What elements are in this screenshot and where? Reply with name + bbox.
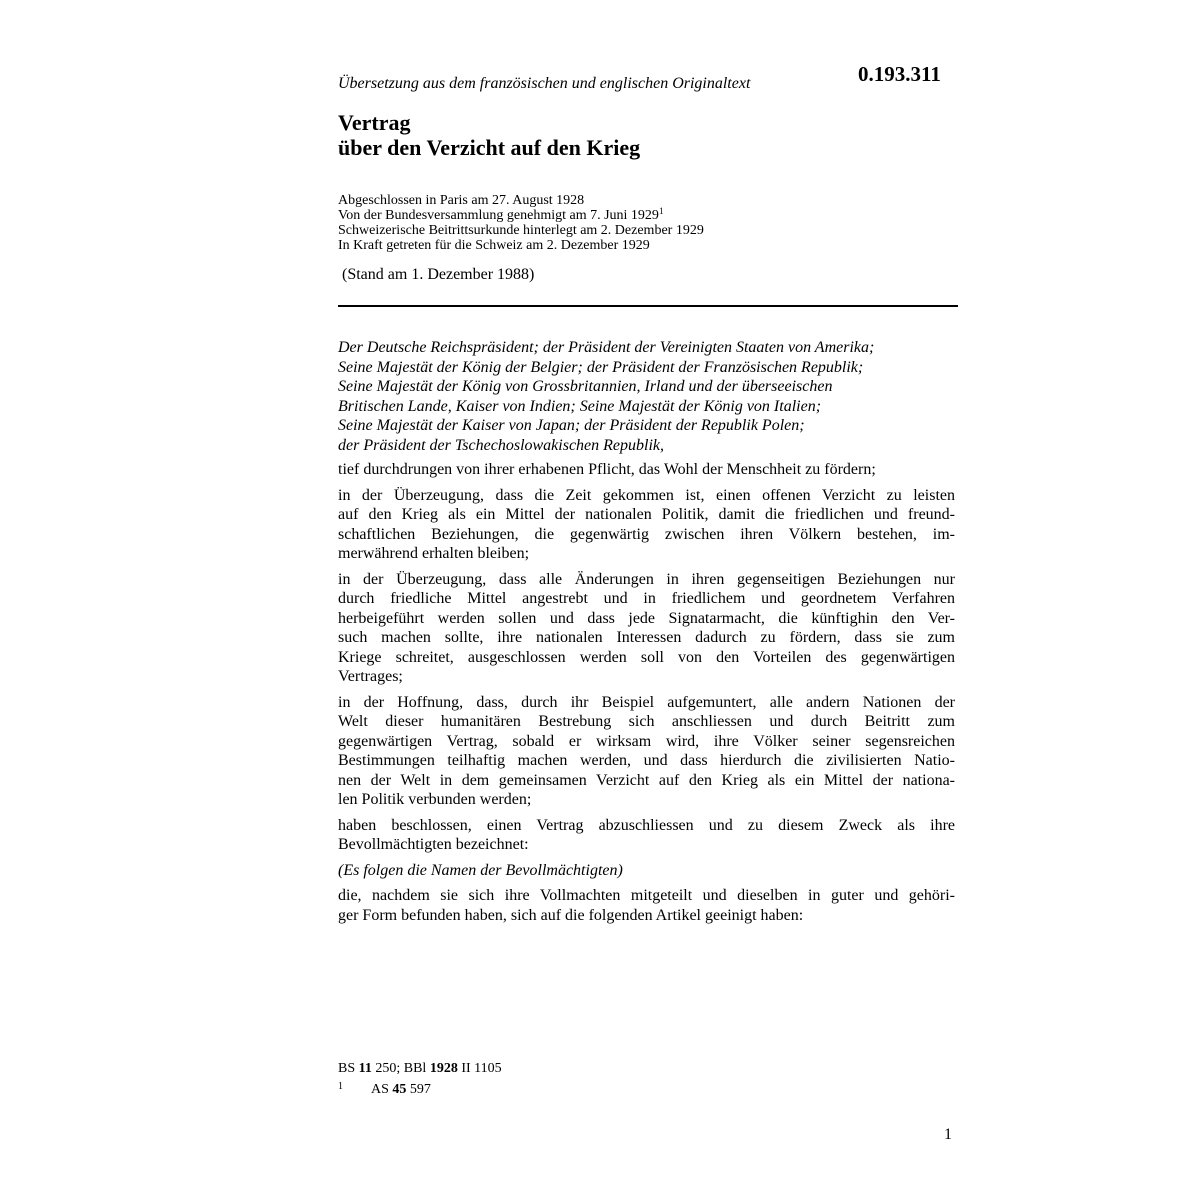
party-line: der Präsident der Tschechoslowakischen Republik, (338, 436, 665, 454)
preamble-paragraph-4 (338, 693, 955, 810)
sr-number: 0.193.311 (858, 62, 941, 86)
plenipotentiaries-note: (Es folgen die Namen der Bevollmächtigten) (338, 861, 623, 879)
party-line: Der Deutsche Reichspräsident; der Präsident der Vereinigten Staaten von Amerika; (338, 339, 875, 356)
paragraph-line: Kriege schreitet, ausgeschlossen werden soll von den Vorteilen des gegenwärtigen (338, 648, 955, 666)
translation-note: Übersetzung aus dem französischen und englischen Originaltext (338, 75, 751, 92)
paragraph-line: nen der Welt in dem gemeinsamen Verzicht auf den Krieg als ein Mittel der nationa- (338, 771, 955, 789)
paragraph-line: ger Form befunden haben, sich auf die folgenden Artikel geeinigt haben: (338, 906, 804, 924)
title-line-1: Vertrag (338, 110, 411, 135)
page-number: 1 (944, 1126, 952, 1143)
paragraph-line: len Politik verbunden werden; (338, 791, 532, 808)
paragraph-line: in der Überzeugung, dass alle Änderungen in ihren gegenseitigen Beziehungen nur (338, 570, 955, 588)
paragraph-line: tief durchdrungen von ihrer erhabenen Pflicht, das Wohl der Menschheit zu fördern; (338, 461, 876, 478)
preamble-paragraph-2 (338, 486, 955, 564)
party-line: Seine Majestät der König der Belgier; der Präsident der Französischen Republik; (338, 358, 864, 376)
party-line: Seine Majestät der König von Grossbritannien, Irland und der überseeischen (338, 378, 833, 395)
paragraph-line: durch friedliche Mittel angestrebt und in friedlichem und geordnetem Verfahren (338, 590, 955, 607)
paragraph-line: haben beschlossen, einen Vertrag abzuschliessen und zu diesem Zweck als ihre (338, 816, 955, 834)
footnote-number: 1 (338, 1081, 343, 1092)
preamble-paragraph-6 (338, 886, 955, 925)
preamble-paragraph-5 (338, 816, 955, 855)
party-line: Seine Majestät der Kaiser von Japan; der Präsident der Republik Polen; (338, 417, 805, 434)
parties-list (338, 338, 955, 455)
source-reference: BS 11 250; BBl 1928 II 1105 (338, 1061, 502, 1076)
meta-concluded: Abgeschlossen in Paris am 27. August 1928 (338, 193, 585, 208)
preamble-paragraph-3 (338, 570, 955, 687)
paragraph-line: such machen sollte, ihre nationalen Interessen dadurch zu fördern, dass sie zum (338, 629, 955, 646)
preamble-paragraph-1 (338, 460, 955, 480)
document-title (338, 110, 640, 160)
paragraph-line: Vertrages; (338, 668, 403, 685)
paragraph-line: Bestimmungen teilhaftig machen werden, und dass hierdurch die zivilisierten Natio- (338, 752, 955, 769)
treaty-metadata (338, 193, 704, 253)
status-date: (Stand am 1. Dezember 1988) (342, 266, 535, 283)
document-body (338, 338, 955, 931)
meta-approved: Von der Bundesversammlung genehmigt am 7. Juni 1929 (338, 208, 659, 223)
title-line-2: über den Verzicht auf den Krieg (338, 135, 641, 160)
paragraph-line: auf den Krieg als ein Mittel der nationalen Politik, damit die friedlichen und freund- (338, 506, 955, 523)
footnotes (338, 1060, 502, 1099)
meta-accession: Schweizerische Beitrittsurkunde hinterlegt am 2. Dezember 1929 (338, 223, 704, 238)
paragraph-line: in der Hoffnung, dass, durch ihr Beispiel aufgemuntert, alle andern Nationen der (338, 693, 955, 711)
paragraph-line: herbeigeführt werden sollen und dass jede Signatarmacht, die künftighin den Ver- (338, 609, 955, 627)
paragraph-line: schaftlichen Beziehungen, die gegenwärtig zwischen ihren Völkern bestehen, im- (338, 525, 955, 543)
footnote-ref-1[interactable]: 1 (658, 206, 664, 216)
meta-approved-row (338, 208, 704, 223)
paragraph-line: in der Überzeugung, dass die Zeit gekommen ist, einen offenen Verzicht zu leisten (338, 486, 955, 504)
party-line: Britischen Lande, Kaiser von Indien; Seine Majestät der König von Italien; (338, 397, 822, 415)
meta-in-force: In Kraft getreten für die Schweiz am 2. Dezember 1929 (338, 238, 650, 253)
header-divider (338, 305, 958, 307)
paragraph-line: gegenwärtigen Vertrag, sobald er wirksam wird, ihre Völker seiner segensreichen (338, 732, 955, 750)
paragraph-line: Bevollmächtigten bezeichnet: (338, 836, 529, 853)
paragraph-line: merwährend erhalten bleiben; (338, 545, 530, 562)
footnote-1: 1 AS 45 597 (338, 1078, 502, 1099)
paragraph-line: Welt dieser humanitären Bestrebung sich anschliessen und durch Beitritt zum (338, 713, 955, 730)
paragraph-line: die, nachdem sie sich ihre Vollmachten mitgeteilt und dieselben in guter und gehöri- (338, 887, 955, 904)
